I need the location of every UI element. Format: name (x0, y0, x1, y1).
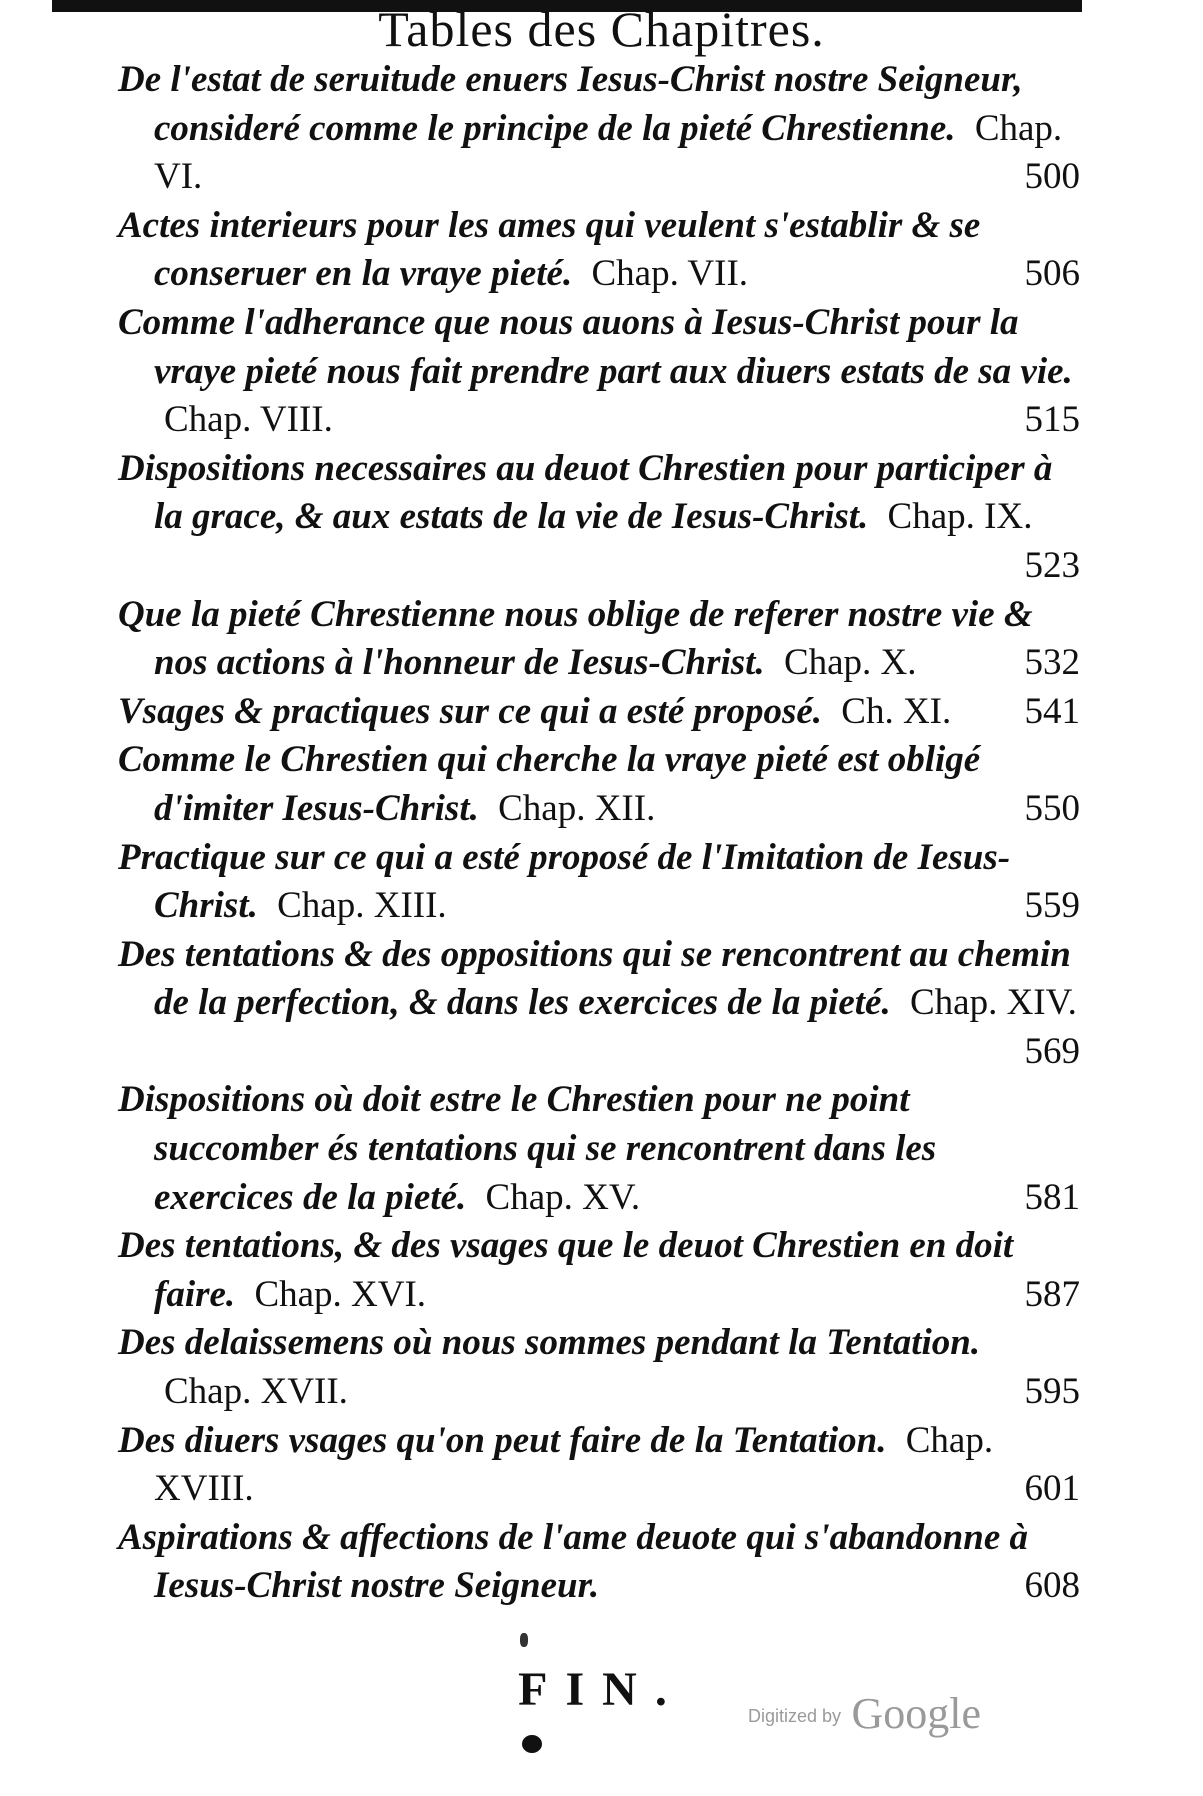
digitization-watermark (748, 1688, 981, 1739)
watermark-brand: Google (851, 1689, 982, 1738)
entry-chapter: Chap. XIII. (277, 885, 447, 927)
entry-chapter: Chap. XVI. (254, 1273, 427, 1315)
toc-entry (118, 1222, 1080, 1319)
entry-chapter: Chap. VIII. (164, 399, 333, 441)
entry-page: 587 (1024, 1273, 1080, 1315)
entry-chapter: Chap. VII. (591, 253, 749, 295)
entry-title: Actes interieurs pour les ames qui veulent s'establir & se conseruer en la vraye pieté. (118, 204, 981, 295)
toc-entry (118, 591, 1080, 688)
entry-page: 569 (1024, 1030, 1080, 1072)
entry-page: 595 (1024, 1371, 1080, 1413)
entry-title: Des tentations, & des vsages que le deuot Chrestien en doit faire. (118, 1225, 1014, 1315)
entry-chapter: Chap. VI. (154, 107, 1063, 198)
ink-speck (520, 1633, 528, 1647)
toc-entry (118, 1319, 1080, 1416)
toc-entry (118, 202, 1080, 299)
entry-page: 532 (1024, 642, 1080, 684)
toc-entry (118, 1417, 1080, 1514)
entry-title: Comme le Chrestien qui cherche la vraye pieté est obligé d'imiter Iesus-Christ. (118, 739, 981, 829)
end-mark: FIN. (518, 1663, 685, 1716)
toc-entry (118, 688, 1080, 737)
toc-entry (118, 834, 1080, 931)
entry-page: 515 (1024, 399, 1080, 441)
entry-chapter: Chap. XII. (498, 787, 656, 829)
entry-title: Practique sur ce qui a esté proposé de l'Imitation de Iesus-Christ. (118, 836, 1011, 927)
toc-entry (118, 299, 1080, 445)
entry-title: Comme l'adherance que nous auons à Iesus-Christ pour la vraye pieté nous fait prendre part aux diuers estats de sa vie. (118, 301, 1073, 392)
entry-chapter: Ch. XI. (841, 690, 952, 732)
entry-title: Aspirations & affections de l'ame deuote qui s'abandonne à Iesus-Christ nostre Seigneur. (118, 1516, 1029, 1607)
entry-page: 608 (1024, 1565, 1080, 1607)
entry-chapter: Chap. X. (783, 642, 917, 684)
entry-page: 559 (1024, 885, 1080, 927)
entry-title: Des diuers vsages qu'on peut faire de la Tentation. (118, 1419, 887, 1461)
toc-entry (118, 1076, 1080, 1222)
running-head: Tables des Chapitres. (378, 1, 825, 57)
entry-page: 500 (1024, 156, 1080, 198)
toc-entry (118, 736, 1080, 833)
entry-title: Dispositions où doit estre le Chrestien pour ne point succomber és tentations qui se rencontrent dans les exercices de la pieté. (118, 1079, 937, 1218)
entry-title: Des tentations & des oppositions qui se rencontrent au chemin de la perfection, & dans les exercices de la pieté. (118, 933, 1071, 1024)
entry-page: 541 (1024, 690, 1080, 732)
entry-chapter: Chap. IX. (887, 496, 1033, 538)
entry-chapter: Chap. XIV. (909, 982, 1077, 1024)
entry-title: Dispositions necessaires au deuot Chrestien pour participer à la grace, & aux estats de la vie de Iesus-Christ. (118, 447, 1053, 538)
toc-entry (118, 931, 1080, 1077)
table-of-contents (118, 56, 1080, 1611)
entry-title: Que la pieté Chrestienne nous oblige de referer nostre vie & nos actions à l'honneur de Iesus-Christ. (118, 593, 1033, 684)
toc-entry (118, 56, 1080, 202)
ink-blot (522, 1735, 542, 1753)
toc-entry (118, 1514, 1080, 1611)
entry-page: 523 (1024, 544, 1080, 586)
entry-page: 550 (1024, 787, 1080, 829)
entry-title: Des delaissemens où nous sommes pendant la Tentation. (118, 1322, 981, 1364)
entry-title: De l'estat de seruitude enuers Iesus-Christ nostre Seigneur, consideré comme le principe de la pieté Chrestienne. (118, 59, 1023, 149)
entry-chapter: Chap. XVII. (164, 1371, 348, 1413)
toc-entry (118, 445, 1080, 591)
entry-page: 506 (1024, 253, 1080, 295)
entry-page: 581 (1024, 1176, 1080, 1218)
entry-chapter: Chap. XVIII. (154, 1419, 994, 1510)
entry-page: 601 (1024, 1468, 1080, 1510)
entry-title: Vsages & practiques sur ce qui a esté proposé. (118, 690, 823, 732)
watermark-prefix: Digitized by (748, 1706, 842, 1726)
entry-chapter: Chap. XV. (485, 1176, 641, 1218)
